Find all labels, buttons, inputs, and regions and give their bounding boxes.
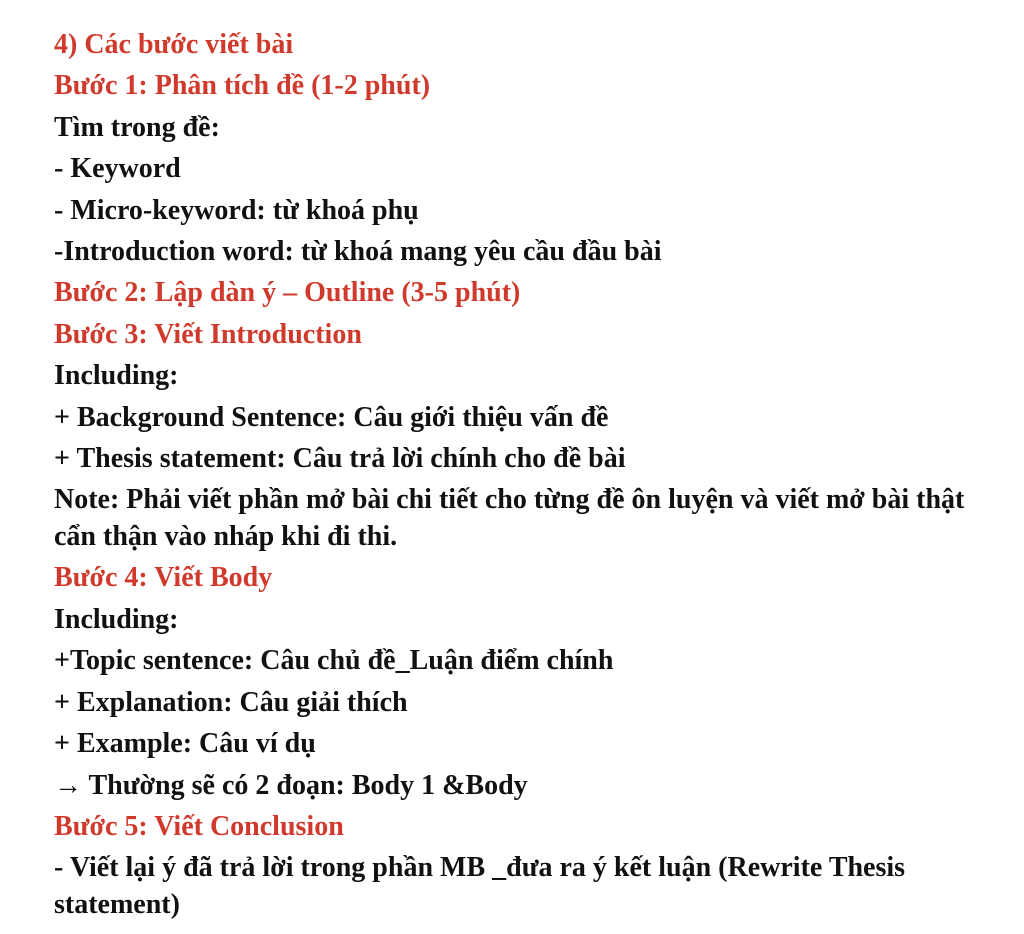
step-5-heading: Bước 5: Viết Conclusion: [54, 810, 344, 842]
step-4-item: +Topic sentence: Câu chủ đề_Luận điểm chính: [54, 645, 614, 677]
step-4-heading: Bước 4: Viết Body: [54, 562, 273, 594]
step-1-heading: Bước 1: Phân tích đề (1-2 phút): [54, 70, 431, 102]
step-3-item: + Thesis statement: Câu trả lời chính cho đề bài: [54, 443, 626, 475]
step-3-note: Note: Phải viết phần mở bài chi tiết cho từng đề ôn luyện và viết mở bài thật cẩn thận vào nháp khi đi thi.: [54, 484, 965, 553]
step-1-item: -Introduction word: từ khoá mang yêu cầu đầu bài: [54, 236, 662, 268]
step-3-including: Including:: [54, 360, 179, 392]
step-3-item: + Background Sentence: Câu giới thiệu vấn đề: [54, 401, 609, 433]
step-2-heading: Bước 2: Lập dàn ý – Outline (3-5 phút): [54, 277, 521, 309]
step-4-item: + Example: Câu ví dụ: [54, 728, 316, 760]
step-5-text: - Viết lại ý đã trả lời trong phần MB _đưa ra ý kết luận (Rewrite Thesis statement): [54, 852, 906, 921]
step-1-item: - Micro-keyword: từ khoá phụ: [54, 194, 419, 226]
document-body: [54, 24, 994, 925]
step-1-intro: Tìm trong đề:: [54, 111, 220, 143]
step-4-item: → Thường sẽ có 2 đoạn: Body 1 &Body: [54, 769, 528, 801]
step-4-including: Including:: [54, 603, 179, 635]
step-3-heading: Bước 3: Viết Introduction: [54, 318, 362, 350]
step-1-item: - Keyword: [54, 153, 181, 185]
section-title: 4) Các bước viết bài: [54, 29, 294, 60]
step-4-item: + Explanation: Câu giải thích: [54, 686, 408, 718]
